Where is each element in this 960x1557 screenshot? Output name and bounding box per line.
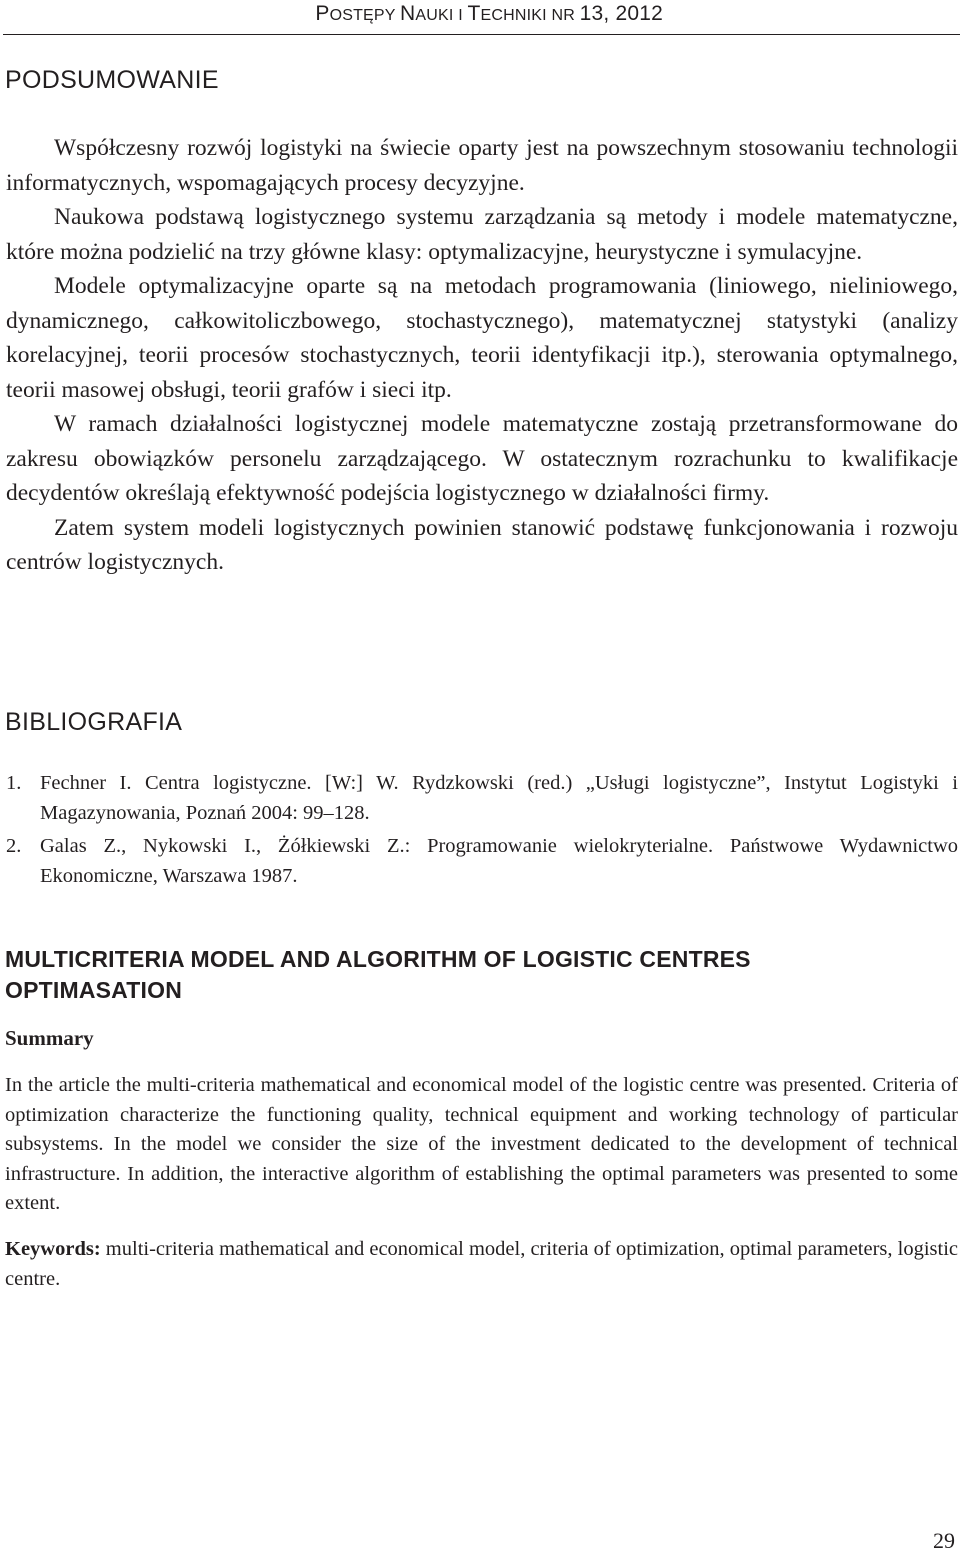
paragraph: Modele optymalizacyjne oparte są na metodach programowania (liniowego, nieliniowego, dynamicznego, całkowitoliczbowego, stochastycznego), matematycznej statystyki (analizy korelacyjnej, teorii procesów stochastycznych, teorii identyfikacji itp.), sterowania optymalnego, teorii masowej obsługi, teorii grafów i sieci itp. bbox=[6, 273, 958, 403]
bibliography-list bbox=[6, 769, 958, 895]
paragraph: W ramach działalności logistycznej modele matematyczne zostają przetransformowane do zakresu obowiązków personelu zarządzającego. W ostatecznym rozrachunku to kwalifikacje decydentów określają efektywność podejścia logistycznego w działalności firmy. bbox=[6, 411, 958, 506]
running-title-part: POSTĘPY bbox=[315, 2, 401, 25]
running-title-part: NAUKI I bbox=[400, 2, 468, 25]
keywords-text: multi-criteria mathematical and economical model, criteria of optimization, optimal parameters, logistic centre. bbox=[5, 1238, 959, 1290]
page-number: 29 bbox=[933, 1528, 955, 1553]
english-title: MULTICRITERIA MODEL AND ALGORITHM OF LOGISTIC CENTRES OPTIMASATION bbox=[5, 946, 751, 1003]
paragraph: Współczesny rozwój logistyki na świecie oparty jest na powszechnym stosowaniu technologii informatycznych, wspomagających procesy decyzyjne. bbox=[6, 135, 958, 196]
header-rule bbox=[3, 34, 960, 35]
keywords-label: Keywords: bbox=[5, 1238, 101, 1260]
bibliography-item bbox=[6, 832, 958, 891]
bibliography-item bbox=[6, 769, 958, 828]
bibliography-number: 2. bbox=[6, 835, 22, 857]
english-summary: In the article the multi-criteria mathematical and economical model of the logistic centre was presented. Criteria of optimization characterize the functioning quality, technical equipment and working technology of particular subsystems. In the model we consider the size of the investment dedicated to the development of technical infrastructure. In addition, the interactive algorithm of establishing the optimal parameters was presented to some extent. bbox=[5, 1074, 958, 1214]
keywords bbox=[5, 1235, 958, 1294]
running-header bbox=[315, 2, 663, 26]
running-title-part: TECHNIKI NR bbox=[467, 2, 580, 25]
bibliography-text: Fechner I. Centra logistyczne. [W:] W. Rydzkowski (red.) „Usługi logistyczne”, Instytut Logistyki i Magazynowania, Poznań 2004: 99–128. bbox=[40, 772, 958, 824]
paragraph: Zatem system modeli logistycznych powinien stanowić podstawę funkcjonowania i rozwoju centrów logistycznych. bbox=[6, 514, 958, 575]
summary-label: Summary bbox=[5, 1026, 94, 1050]
bibliography-number: 1. bbox=[6, 772, 22, 794]
bibliography-text: Galas Z., Nykowski I., Żółkiewski Z.: Programowanie wielokryterialne. Państwowe Wydawnictwo Ekonomiczne, Warszawa 1987. bbox=[40, 835, 958, 887]
section-heading-summary: PODSUMOWANIE bbox=[5, 66, 219, 94]
paragraph: Naukowa podstawą logistycznego systemu zarządzania są metody i modele matematyczne, które można podzielić na trzy główne klasy: optymalizacyjne, heurystyczne i symulacyjne. bbox=[6, 204, 958, 265]
section-heading-bibliography: BIBLIOGRAFIA bbox=[5, 708, 183, 736]
summary-body bbox=[6, 131, 958, 580]
issue-number: 13, 2012 bbox=[579, 2, 663, 25]
